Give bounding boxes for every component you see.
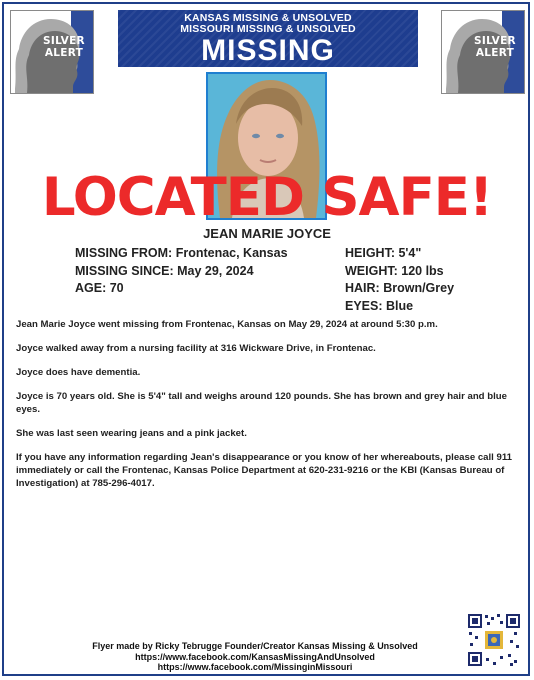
description-paragraph: If you have any information regarding Jean's disappearance or you know of her whereabouts, please call 911 immediately or call the Frontenac, Kansas Police Department at 620-231-9216 or the KBI (Kansas Bureau of Investigation) at 785-296-4017.: [16, 452, 512, 489]
age: AGE: 70: [75, 281, 124, 295]
footer-link-missouri[interactable]: https://www.facebook.com/MissinginMissouri: [157, 662, 353, 672]
footer: [60, 641, 450, 673]
banner-title: MISSING: [201, 34, 335, 67]
facts-right: [345, 245, 454, 315]
footer-credit: Flyer made by Ricky Tebrugge Founder/Creator Kansas Missing & Unsolved: [92, 641, 418, 651]
description-paragraph: Joyce is 70 years old. She is 5'4" tall and weighs around 120 pounds. She has brown and grey hair and blue eyes.: [16, 391, 507, 415]
badge-line1: SILVER: [43, 35, 85, 47]
silver-alert-logo-right: [441, 10, 525, 94]
hair: HAIR: Brown/Grey: [345, 281, 455, 295]
silver-alert-logo-left: [10, 10, 94, 94]
missing-from: MISSING FROM: Frontenac, Kansas: [75, 246, 288, 260]
badge-line2: ALERT: [475, 47, 515, 59]
description-paragraph: Joyce walked away from a nursing facility at 316 Wickware Drive, in Frontenac.: [16, 343, 376, 354]
banner-line2: MISSOURI MISSING & UNSOLVED: [180, 23, 356, 35]
located-safe-stamp: LOCATED SAFE!: [41, 167, 493, 228]
footer-link-kansas[interactable]: https://www.facebook.com/KansasMissingAndUnsolved: [135, 651, 375, 662]
eyes: EYES: Blue: [345, 298, 414, 313]
description: [16, 318, 518, 501]
badge-text: [470, 35, 520, 59]
person-name: JEAN MARIE JOYCE: [203, 226, 331, 241]
qr-code[interactable]: [466, 612, 522, 668]
description-paragraph: Joyce does have dementia.: [16, 367, 141, 378]
badge-line2: ALERT: [44, 47, 84, 59]
facts-left: [75, 245, 288, 298]
missing-since: MISSING SINCE: May 29, 2024: [75, 263, 254, 278]
description-paragraph: She was last seen wearing jeans and a pink jacket.: [16, 428, 247, 439]
badge-line1: SILVER: [474, 35, 516, 47]
description-paragraph: Jean Marie Joyce went missing from Frontenac, Kansas on May 29, 2024 at around 5:30 p.m.: [16, 319, 438, 330]
banner-line1: KANSAS MISSING & UNSOLVED: [184, 12, 352, 24]
header-banner: [118, 10, 418, 67]
badge-text: [39, 35, 89, 59]
weight: WEIGHT: 120 lbs: [345, 263, 444, 278]
qr-code-icon: [466, 612, 522, 668]
height: HEIGHT: 5'4": [345, 246, 422, 260]
